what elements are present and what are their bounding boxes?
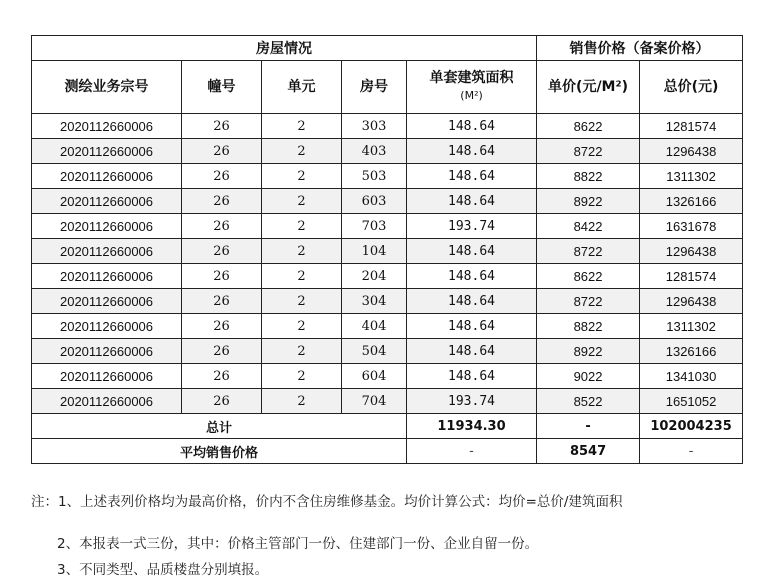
- table-row: [32, 189, 743, 214]
- unit-cell: 2: [262, 389, 342, 414]
- unit-price-cell: 8922: [537, 339, 640, 364]
- total-unit-price: -: [537, 414, 640, 439]
- total-price-cell: 1281574: [640, 264, 743, 289]
- area-cell: 148.64: [407, 139, 537, 164]
- unit-price-cell: 8722: [537, 239, 640, 264]
- unit-cell: 2: [262, 214, 342, 239]
- building-no-cell: 26: [182, 314, 262, 339]
- survey-no-cell: 2020112660006: [32, 314, 182, 339]
- unit-cell: 2: [262, 189, 342, 214]
- total-price-header: 总价(元): [640, 61, 743, 114]
- table-row: [32, 114, 743, 139]
- table-row: [32, 239, 743, 264]
- total-price-cell: 1341030: [640, 364, 743, 389]
- unit-price-cell: 9022: [537, 364, 640, 389]
- unit-header: 单元: [262, 61, 342, 114]
- table-row: [32, 214, 743, 239]
- building-no-header: 幢号: [182, 61, 262, 114]
- survey-no-cell: 2020112660006: [32, 164, 182, 189]
- area-header: [407, 61, 537, 114]
- room-no-cell: 604: [342, 364, 407, 389]
- unit-price-header: 单价(元/M²): [537, 61, 640, 114]
- room-no-cell: 403: [342, 139, 407, 164]
- total-price-cell: 1631678: [640, 214, 743, 239]
- total-price-cell: 1326166: [640, 339, 743, 364]
- unit-price-cell: 8622: [537, 114, 640, 139]
- survey-no-header: 测绘业务宗号: [32, 61, 182, 114]
- unit-cell: 2: [262, 239, 342, 264]
- note-1: 注：1、上述表列价格均为最高价格，价内不含住房维修基金。均价计算公式：均价=总价/建筑面积: [31, 494, 623, 510]
- building-no-cell: 26: [182, 264, 262, 289]
- average-area: -: [407, 439, 537, 464]
- area-cell: 148.64: [407, 239, 537, 264]
- total-label: 总计: [32, 414, 407, 439]
- area-cell: 148.64: [407, 364, 537, 389]
- unit-price-cell: 8722: [537, 139, 640, 164]
- unit-cell: 2: [262, 339, 342, 364]
- room-no-header: 房号: [342, 61, 407, 114]
- area-header-unit: (M²): [460, 89, 483, 102]
- area-cell: 148.64: [407, 164, 537, 189]
- note-3: 3、不同类型、品质楼盘分别填报。: [57, 562, 269, 578]
- room-no-cell: 104: [342, 239, 407, 264]
- room-no-cell: 404: [342, 314, 407, 339]
- room-no-cell: 603: [342, 189, 407, 214]
- survey-no-cell: 2020112660006: [32, 364, 182, 389]
- total-price-cell: 1296438: [640, 289, 743, 314]
- building-no-cell: 26: [182, 114, 262, 139]
- survey-no-cell: 2020112660006: [32, 339, 182, 364]
- total-area: 11934.30: [407, 414, 537, 439]
- survey-no-cell: 2020112660006: [32, 239, 182, 264]
- table-row: [32, 289, 743, 314]
- table-row: [32, 264, 743, 289]
- total-price-cell: 1326166: [640, 189, 743, 214]
- room-no-cell: 204: [342, 264, 407, 289]
- survey-no-cell: 2020112660006: [32, 114, 182, 139]
- room-no-cell: 504: [342, 339, 407, 364]
- house-info-group-header: 房屋情况: [32, 36, 537, 61]
- average-unit-price: 8547: [537, 439, 640, 464]
- average-label: 平均销售价格: [32, 439, 407, 464]
- unit-price-cell: 8522: [537, 389, 640, 414]
- unit-cell: 2: [262, 164, 342, 189]
- total-price-cell: 1296438: [640, 139, 743, 164]
- unit-price-cell: 8422: [537, 214, 640, 239]
- total-price-cell: 1311302: [640, 164, 743, 189]
- total-price-cell: 1281574: [640, 114, 743, 139]
- building-no-cell: 26: [182, 389, 262, 414]
- building-no-cell: 26: [182, 189, 262, 214]
- table-row: [32, 389, 743, 414]
- survey-no-cell: 2020112660006: [32, 189, 182, 214]
- area-cell: 193.74: [407, 214, 537, 239]
- unit-price-cell: 8822: [537, 164, 640, 189]
- unit-price-cell: 8722: [537, 289, 640, 314]
- table-row: [32, 339, 743, 364]
- area-cell: 148.64: [407, 114, 537, 139]
- table-row: [32, 364, 743, 389]
- survey-no-cell: 2020112660006: [32, 389, 182, 414]
- room-no-cell: 704: [342, 389, 407, 414]
- area-cell: 148.64: [407, 264, 537, 289]
- area-cell: 148.64: [407, 289, 537, 314]
- total-total-price: 102004235: [640, 414, 743, 439]
- room-no-cell: 304: [342, 289, 407, 314]
- building-no-cell: 26: [182, 139, 262, 164]
- unit-price-cell: 8922: [537, 189, 640, 214]
- unit-cell: 2: [262, 264, 342, 289]
- building-no-cell: 26: [182, 339, 262, 364]
- building-no-cell: 26: [182, 364, 262, 389]
- area-cell: 148.64: [407, 189, 537, 214]
- survey-no-cell: 2020112660006: [32, 289, 182, 314]
- area-cell: 193.74: [407, 389, 537, 414]
- table-row: [32, 139, 743, 164]
- room-no-cell: 703: [342, 214, 407, 239]
- unit-cell: 2: [262, 114, 342, 139]
- total-price-cell: 1296438: [640, 239, 743, 264]
- table-row: [32, 164, 743, 189]
- room-no-cell: 303: [342, 114, 407, 139]
- note-2: 2、本报表一式三份，其中：价格主管部门一份、住建部门一份、企业自留一份。: [57, 536, 539, 552]
- sales-price-group-header: 销售价格（备案价格）: [537, 36, 743, 61]
- area-cell: 148.64: [407, 339, 537, 364]
- building-no-cell: 26: [182, 289, 262, 314]
- building-no-cell: 26: [182, 164, 262, 189]
- unit-cell: 2: [262, 139, 342, 164]
- survey-no-cell: 2020112660006: [32, 264, 182, 289]
- total-price-cell: 1311302: [640, 314, 743, 339]
- average-total-price: -: [640, 439, 743, 464]
- unit-cell: 2: [262, 289, 342, 314]
- area-header-title: 单套建筑面积: [429, 70, 514, 86]
- unit-cell: 2: [262, 314, 342, 339]
- survey-no-cell: 2020112660006: [32, 214, 182, 239]
- unit-cell: 2: [262, 364, 342, 389]
- total-price-cell: 1651052: [640, 389, 743, 414]
- price-filing-table: [31, 35, 743, 464]
- unit-price-cell: 8622: [537, 264, 640, 289]
- survey-no-cell: 2020112660006: [32, 139, 182, 164]
- building-no-cell: 26: [182, 239, 262, 264]
- table-row: [32, 314, 743, 339]
- area-cell: 148.64: [407, 314, 537, 339]
- unit-price-cell: 8822: [537, 314, 640, 339]
- room-no-cell: 503: [342, 164, 407, 189]
- building-no-cell: 26: [182, 214, 262, 239]
